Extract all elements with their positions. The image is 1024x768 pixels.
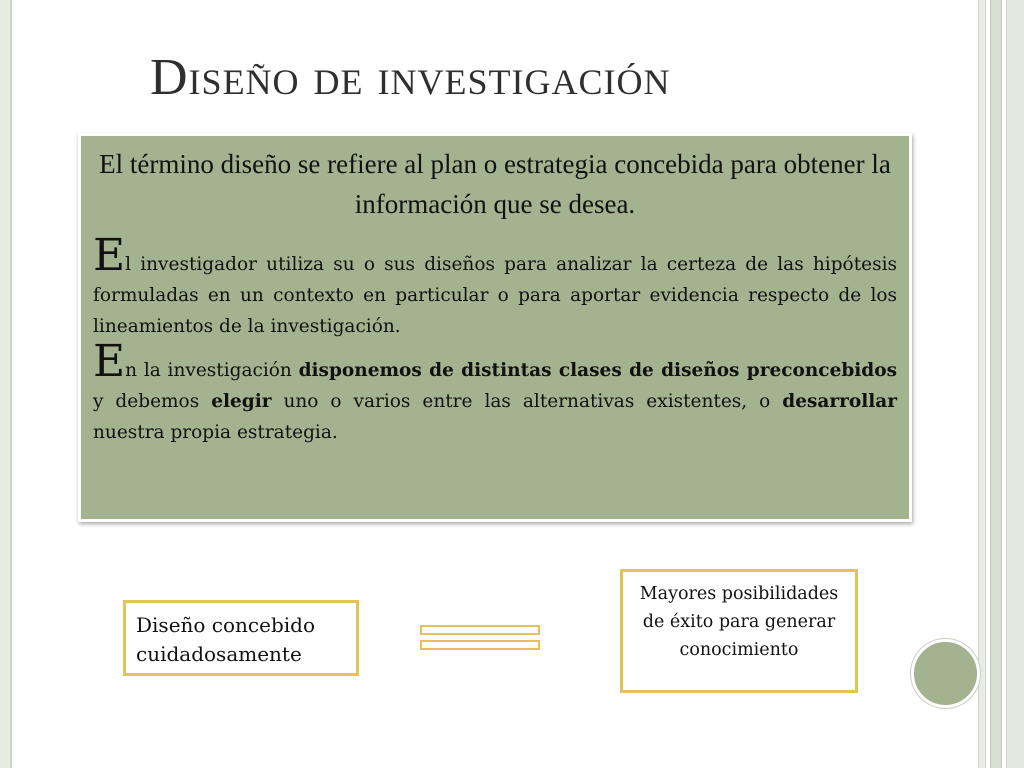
slide-title: Diseño de investigación [150,49,671,106]
definition-box [78,133,912,522]
right-decorative-stripe [990,0,1002,768]
bold-phrase: disponemos de distintas clases de diseños preconcebidos [298,360,897,381]
paragraph-text: y debemos [93,391,212,412]
paragraph-text: n la investigación [125,360,299,381]
paragraph-text: l investigador utiliza su o sus diseños para analizar la certeza de las hipótesis formuladas en un contexto en particular o para aportar evidencia respecto de los lineamientos de la investigación. [93,254,897,337]
paragraph-design-types [93,336,897,448]
dropcap-letter: E [93,336,126,387]
paragraph-text: uno o varios entre las alternativas existentes, o [271,391,783,412]
paragraph-researcher [93,230,897,342]
decorative-circle [911,639,980,708]
bold-phrase: desarrollar [782,391,897,412]
dropcap-letter: E [93,230,126,281]
right-decorative-stripe [1006,0,1024,768]
success-outcome-box [620,569,858,693]
careful-design-text: Diseño concebido cuidadosamente [136,613,316,666]
paragraph-text: nuestra propia estrategia. [93,422,338,443]
right-decorative-stripe [978,0,986,768]
equals-sign-bottom-bar [420,640,540,650]
careful-design-box [123,600,359,676]
definition-intro: El término diseño se refiere al plan o estrategia concebida para obtener la información que se desea. [99,149,891,219]
success-outcome-text: Mayores posibilidades de éxito para generar conocimiento [639,584,839,660]
left-decorative-bar [0,0,12,768]
bold-phrase: elegir [211,391,272,412]
equals-sign-top-bar [420,625,540,635]
